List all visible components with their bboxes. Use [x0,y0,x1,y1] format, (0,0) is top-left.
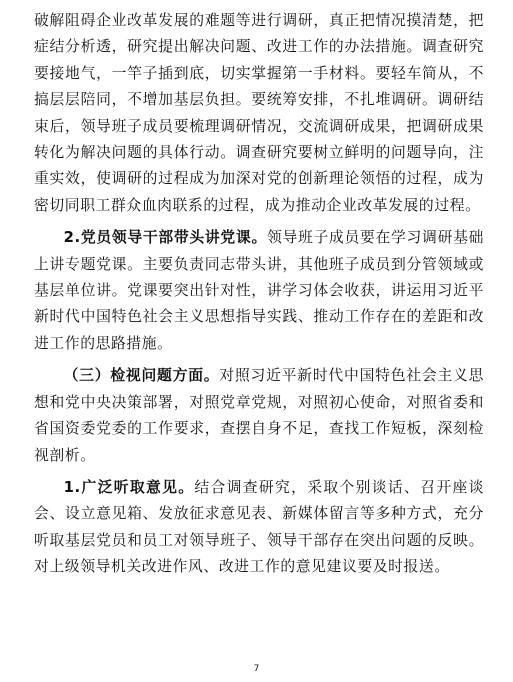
paragraph-heading: 1.广泛听取意见。 [63,478,195,496]
paragraph-party-lecture [34,225,484,357]
section-heading: （三）检视问题方面。 [63,367,220,385]
document-page [34,8,484,587]
page-number: 7 [253,664,260,674]
paragraph-research-continuation [34,8,484,219]
paragraph-inspect-problems [34,363,484,469]
paragraph-text: 对照习近平新时代中国特色社会主义思想和党中央决策部署，对照党章党规，对照初心使命，对照省委和省国资委党委的工作要求，查摆自身不足，查找工作短板，深刻检视剖析。 [34,367,484,464]
paragraph-text: 结合调查研究，采取个别谈话、召开座谈会、设立意见箱、发放征求意见表、新媒体留言等多种方式，充分听取基层党员和员工对领导班子、领导干部存在突出问题的反映。对上级领导机关改进作风、改进工作的意见建议要及时报送。 [34,478,484,576]
paragraph-text: 领导班子成员要在学习调研基础上讲专题党课。主要负责同志带头讲，其他班子成员到分管领域或基层单位讲。党课要突出针对性，讲学习体会收获，讲运用习近平新时代中国特色社会主义思想指导实践、推动工作存在的差距和改进工作的思路措施。 [34,229,484,352]
paragraph-text: 破解阻碍企业改革发展的难题等进行调研，真正把情况摸清楚，把症结分析透，研究提出解决问题、改进工作的办法措施。调查研究要接地气，一竿子插到底，切实掌握第一手材料。要轻车简从，不搞层层陪同，不增加基层负担。要统筹安排，不扎堆调研。调研结束后，领导班子成员要梳理调研情况，交流调研成果，把调研成果转化为解决问题的具体行动。调查研究要树立鲜明的问题导向，注重实效，使调研的过程成为加深对党的创新理论领悟的过程，成为密切同职工群众血肉联系的过程，成为推动企业改革发展的过程。 [34,12,484,214]
paragraph-heading: 2.党员领导干部带头讲党课。 [63,229,267,247]
paragraph-listen-opinions [34,475,484,581]
